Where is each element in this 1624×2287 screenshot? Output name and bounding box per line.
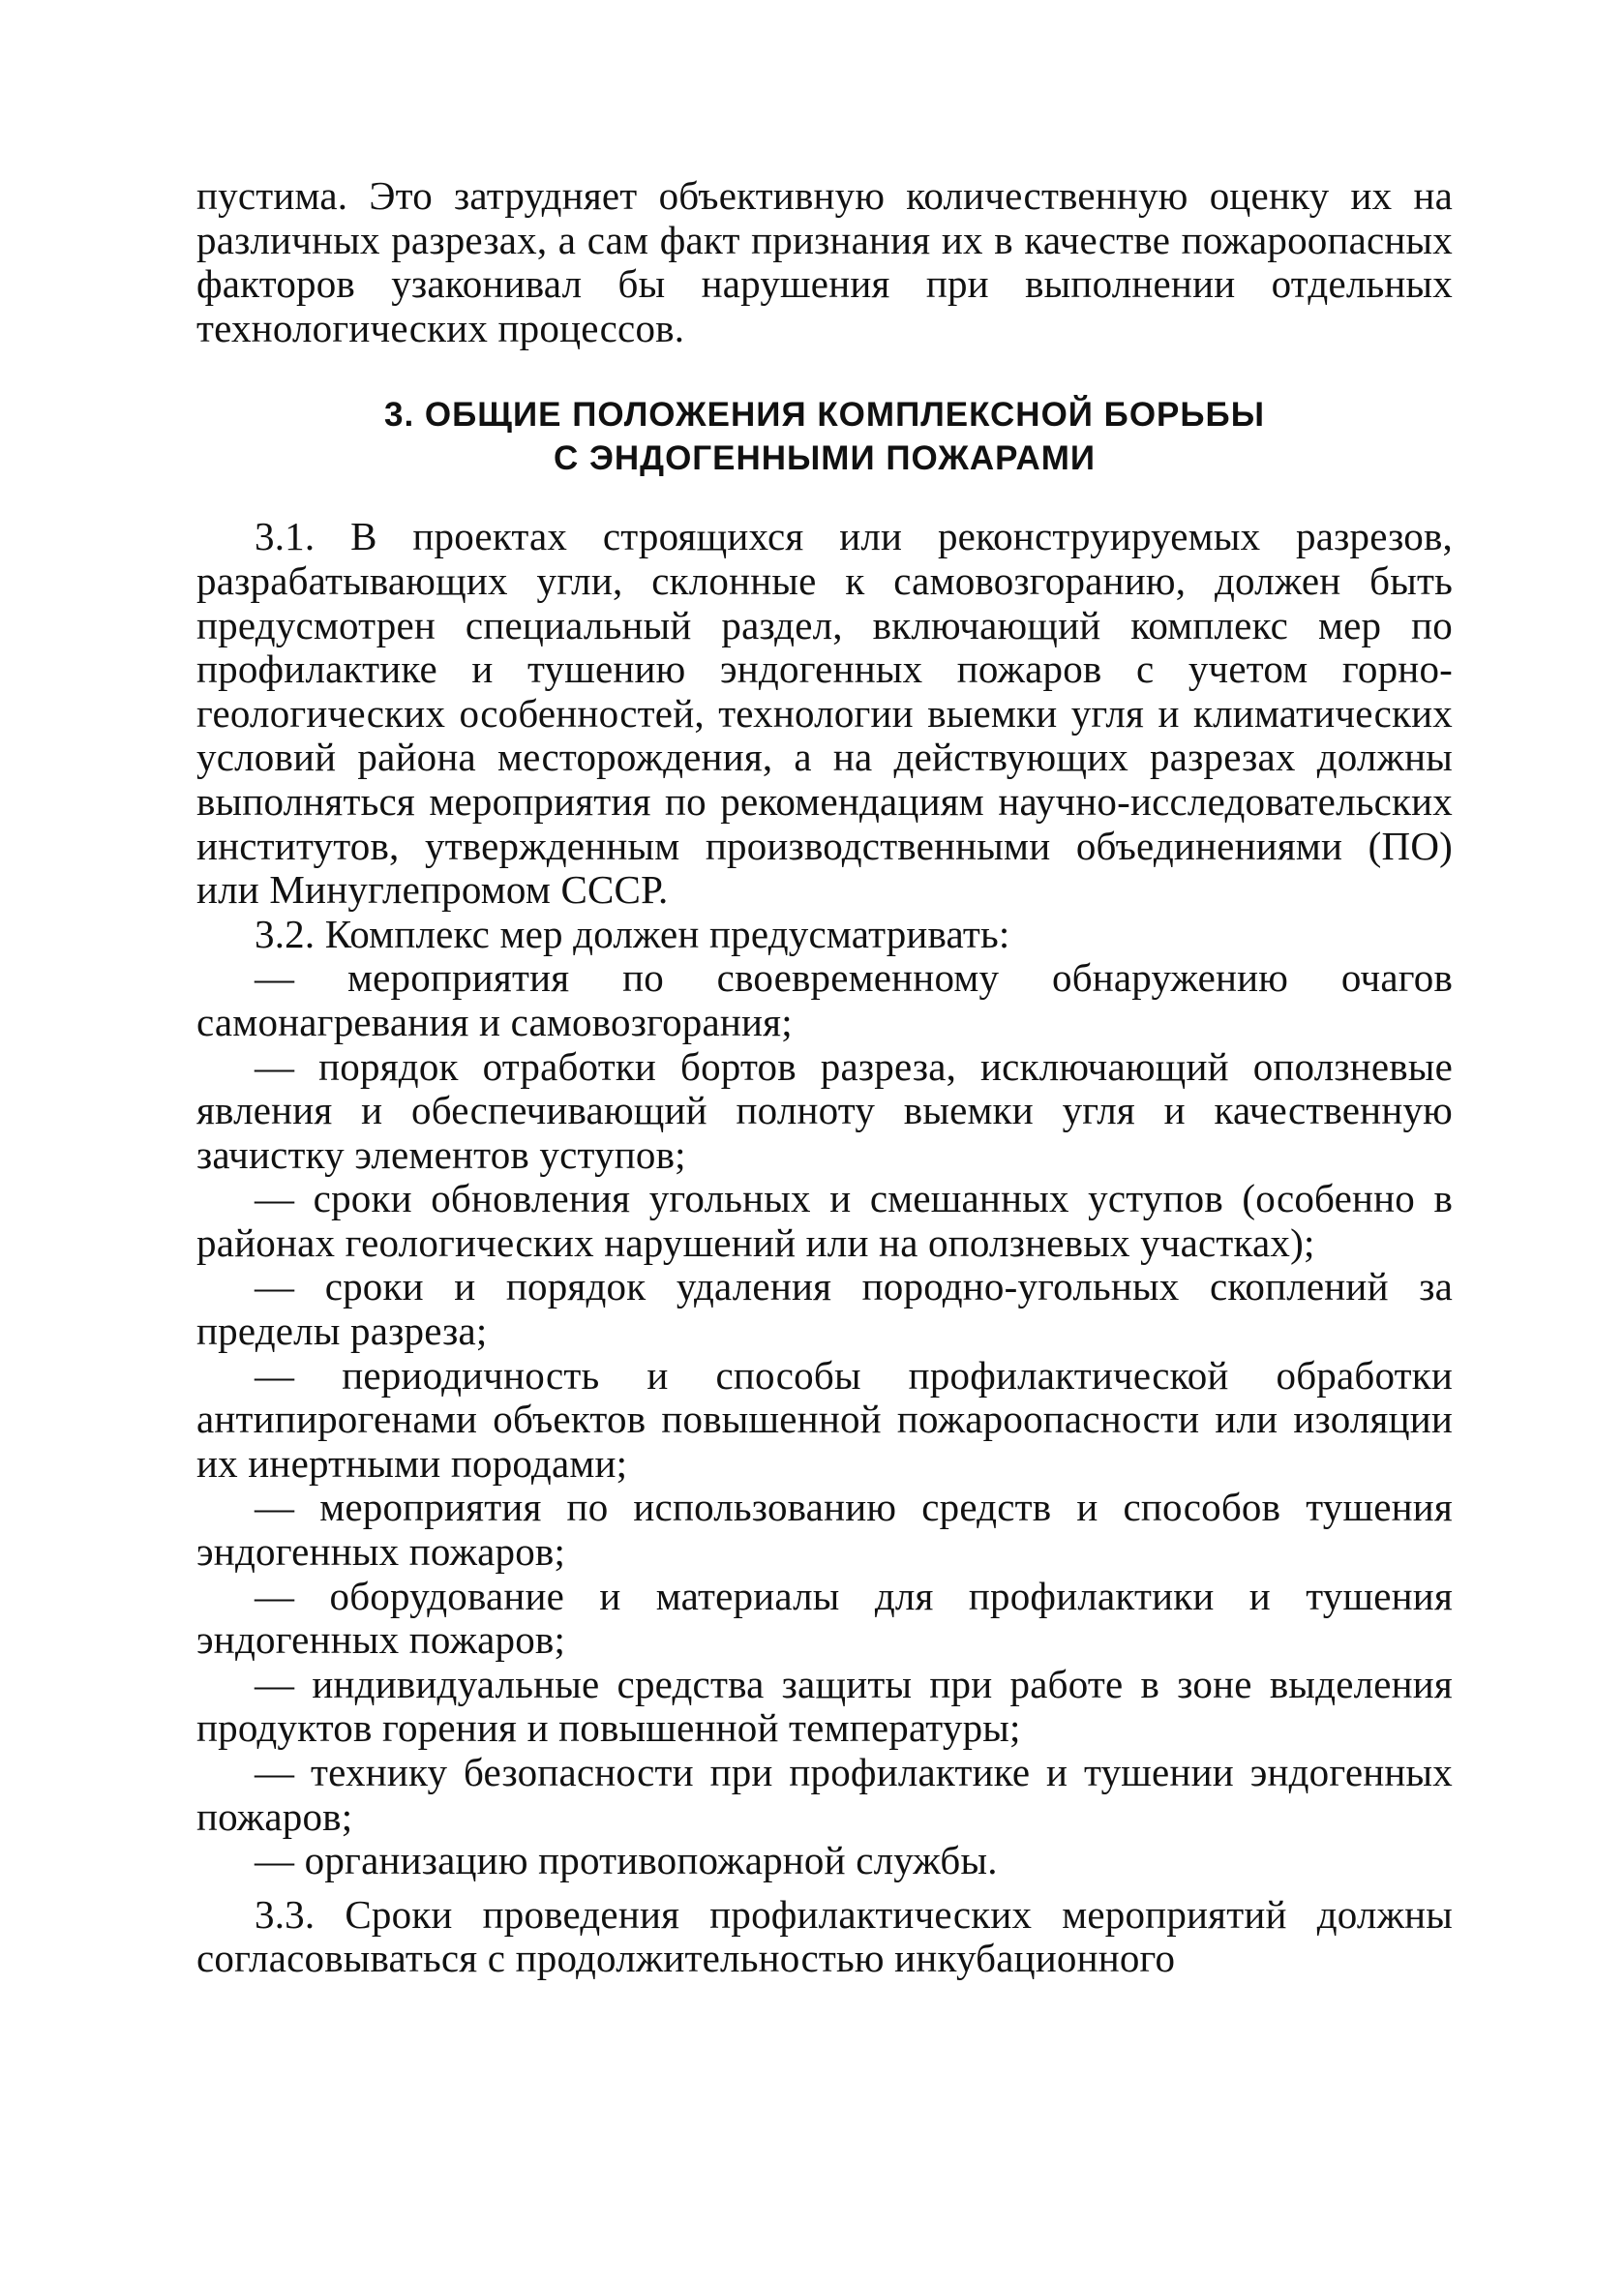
measures-list xyxy=(196,956,1453,1882)
paragraph-3-3: 3.3. Сроки проведения профилактических мероприятий должны согласовываться с продолжительностью инкубационного xyxy=(196,1891,1453,1981)
list-item: — организацию противопожарной службы. xyxy=(255,1838,998,1883)
list-item: — сроки и порядок удаления породно-угольных скоплений за пределы разреза; xyxy=(196,1264,1453,1354)
list-item: — периодичность и способы профилактической обработки антипирогенами объектов повышенной пожароопасности или изоляции их инертными породами; xyxy=(196,1352,1453,1486)
page-content xyxy=(196,174,1453,1981)
section-heading-line-2: С ЭНДОГЕННЫМИ ПОЖАРАМИ xyxy=(553,439,1097,478)
list-item: — порядок отработки бортов разреза, исключающий оползневые явления и обеспечивающий полноту выемки угля и качественную зачистку элементов уступов; xyxy=(196,1043,1453,1177)
list-item: — сроки обновления угольных и смешанных уступов (особенно в районах геологических нарушений или на оползневых участках); xyxy=(196,1176,1453,1265)
intro-paragraph: пустима. Это затрудняет объективную количественную оценку их на различных разрезах, а сам факт признания их в качестве пожароопасных факторов узаконивал бы нарушения при выполнении отдельных технологических процессов. xyxy=(196,173,1453,350)
paragraph-3-1: 3.1. В проектах строящихся или реконструируемых разрезов, разрабатывающих угли, склонные к самовозгоранию, должен быть предусмотрен специальный раздел, включающий комплекс мер по профилактике и тушению эндогенных пожаров с учетом горно-геологических особенностей, технологии выемки угля и климатических условий района месторождения, а на действующих разрезах должны выполняться мероприятия по рекомендациям научно-исследовательских институтов, утвержденным производственными объединениями (ПО) или Минуглепромом СССР. xyxy=(196,514,1453,913)
list-item: — мероприятия по своевременному обнаружению очагов самонагревания и самовозгорания; xyxy=(196,955,1453,1044)
list-item: — технику безопасности при профилактике и тушении эндогенных пожаров; xyxy=(196,1750,1453,1839)
list-item: — мероприятия по использованию средств и способов тушения эндогенных пожаров; xyxy=(196,1485,1453,1575)
section-heading xyxy=(196,393,1453,480)
list-item: — оборудование и материалы для профилактики и тушения эндогенных пожаров; xyxy=(196,1573,1453,1663)
list-item: — индивидуальные средства защиты при работе в зоне выделения продуктов горения и повышенной температуры; xyxy=(196,1661,1453,1751)
section-heading-line-1: 3. ОБЩИЕ ПОЛОЖЕНИЯ КОМПЛЕКСНОЙ БОРЬБЫ xyxy=(384,396,1265,435)
paragraph-3-2: 3.2. Комплекс мер должен предусматривать: xyxy=(255,911,1010,956)
